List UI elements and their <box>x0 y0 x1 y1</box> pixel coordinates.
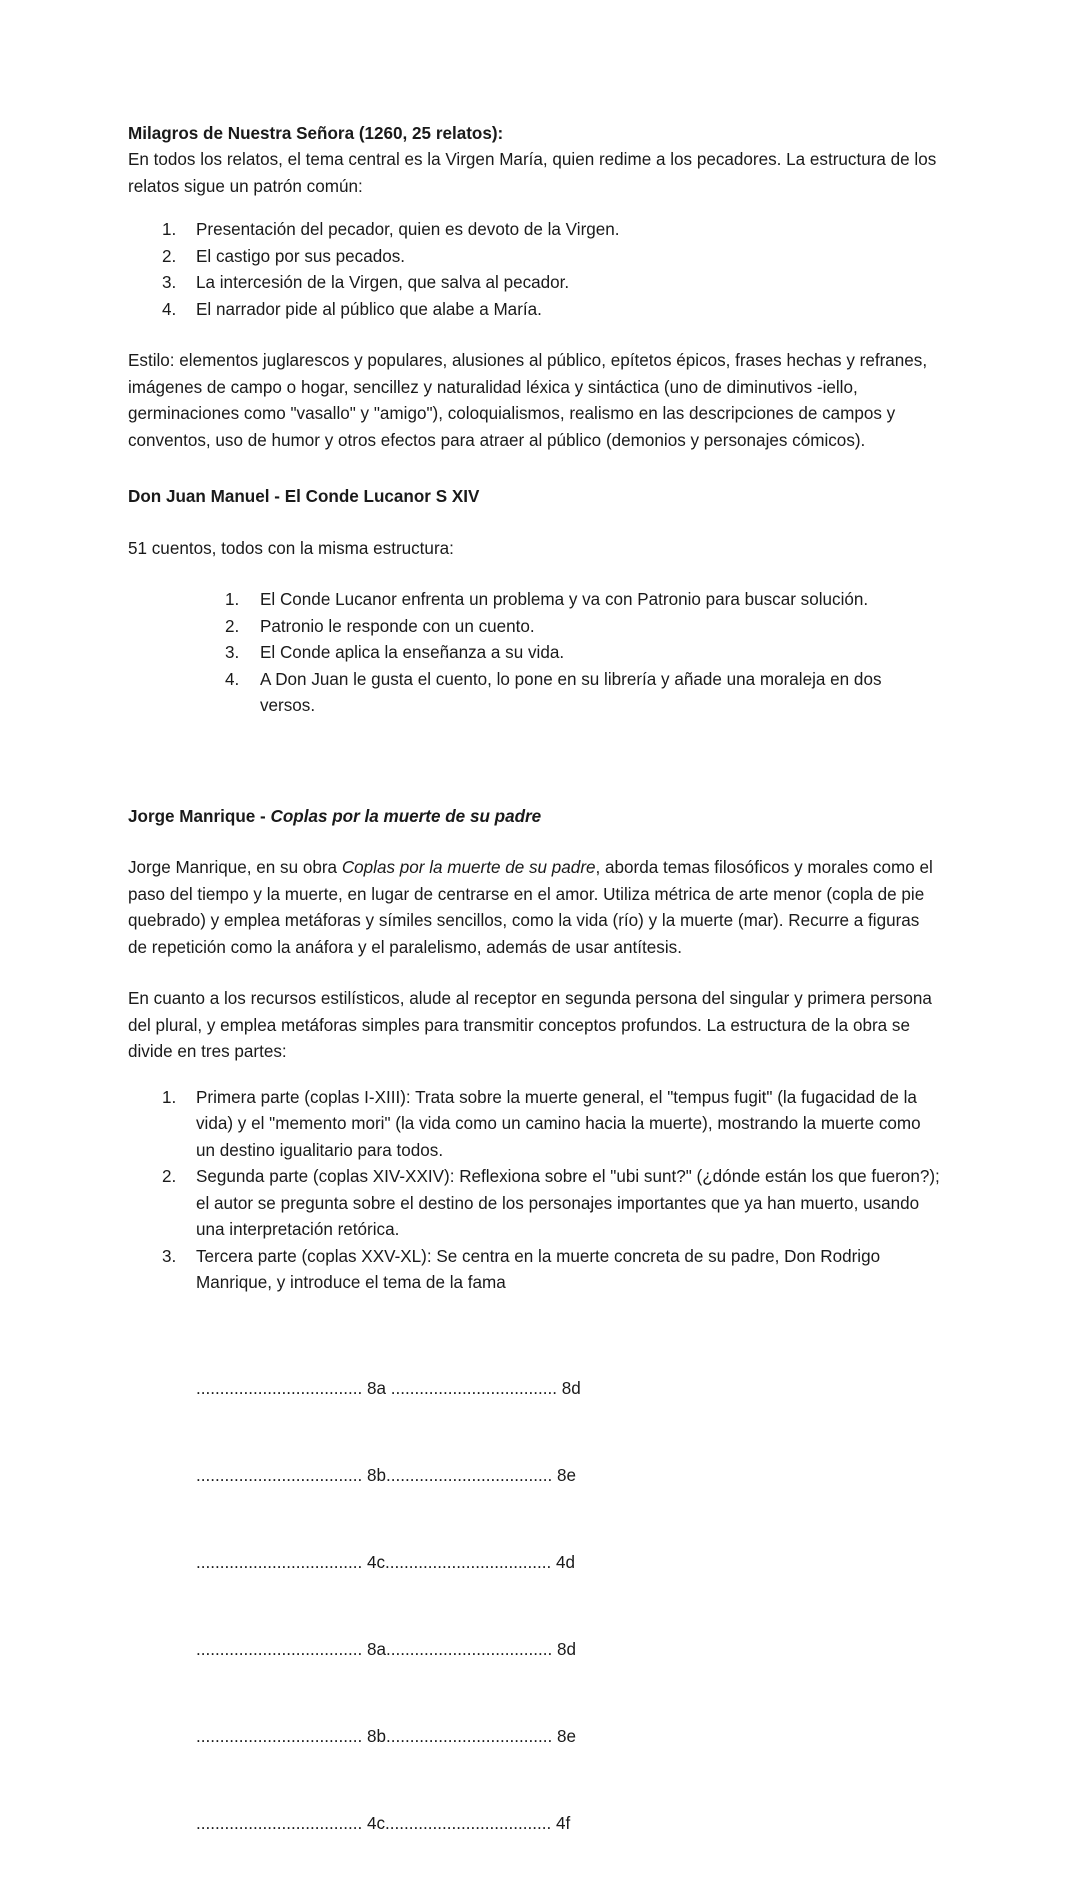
section-heading-conde-lucanor: Don Juan Manuel - El Conde Lucanor S XIV <box>128 487 480 507</box>
list-item <box>128 244 940 270</box>
spacer-large <box>128 720 940 804</box>
list-item <box>128 1085 940 1164</box>
list-item <box>128 217 940 243</box>
metric-scheme-line: ................................... 8a ................................... 8d <box>196 1378 581 1398</box>
list-item-text: La intercesión de la Virgen, que salva al pecador. <box>196 273 570 293</box>
metric-scheme-line: ................................... 8a................................... 8d <box>196 1639 576 1659</box>
list-marker: 1. <box>225 590 240 610</box>
list-item-text: Presentación del pecador, quien es devoto de la Virgen. <box>196 220 620 240</box>
spacer <box>128 1066 940 1085</box>
spacer <box>128 1296 940 1315</box>
heading-work-title: Coplas por la muerte de su padre <box>270 806 542 826</box>
list-item-text: El castigo por sus pecados. <box>196 246 406 266</box>
metric-scheme-block <box>128 1315 940 1896</box>
paragraph-text-part-2: , aborda temas filosóficos y morales como el paso del tiempo y la muerte, en lugar de centrarse en el amor. Utiliza métrica de arte menor (copla de pie quebrado) y emplea metáforas y símiles sencillos, como la vida (río) y la muerte (mar). Recurre a figuras de repetición como la anáfora y el paralelismo, además de usar antítesis. <box>128 858 933 957</box>
metric-scheme-line: ................................... 4c................................... 4f <box>196 1814 571 1834</box>
list-marker: 2. <box>162 246 177 266</box>
list-item <box>128 297 940 323</box>
list-item <box>128 1244 940 1297</box>
spacer <box>128 200 940 217</box>
list-item <box>128 667 940 720</box>
list-item <box>128 587 940 613</box>
spacer <box>128 511 940 536</box>
list-item <box>128 614 940 640</box>
conde-lucanor-list <box>128 587 940 719</box>
list-marker: 4. <box>225 669 240 689</box>
list-marker: 3. <box>162 1246 177 1266</box>
list-item-text: Tercera parte (coplas XXV-XL): Se centra en la muerte concreta de su padre, Don Rodrigo Manrique, y introduce el tema de la fama <box>196 1246 881 1292</box>
paragraph-text-part-1: Jorge Manrique, en su obra <box>128 858 342 878</box>
paragraph-estilo: Estilo: elementos juglarescos y populares, alusiones al público, epítetos épicos, frases hechas y refranes, imágenes de campo o hogar, sencillez y naturalidad léxica y sintáctica (uno de diminutivos -iello, germinaciones como "vasallo" y "amigo"), coloquialismos, realismo en las descripciones de campos y conventos, uso de humor y otros efectos para atraer al público (demonios y personajes cómicos). <box>128 351 928 450</box>
spacer <box>128 830 940 855</box>
spacer <box>128 323 940 348</box>
list-marker: 4. <box>162 299 177 319</box>
section-manrique <box>128 804 940 1896</box>
section-intro-milagros: En todos los relatos, el tema central es la Virgen María, quien redime a los pecadores. La estructura de los relatos sigue un patrón común: <box>128 150 937 196</box>
list-marker: 2. <box>225 616 240 636</box>
paragraph-manrique-1 <box>128 855 940 961</box>
list-marker: 1. <box>162 220 177 240</box>
list-marker: 3. <box>162 273 177 293</box>
manrique-structure-list <box>128 1085 940 1297</box>
list-item <box>128 1164 940 1243</box>
metric-scheme-line: ................................... 8b................................... 8e <box>196 1727 576 1747</box>
spacer <box>128 961 940 986</box>
metric-scheme-line: ................................... 8b................................... 8e <box>196 1465 576 1485</box>
section-intro-conde-lucanor: 51 cuentos, todos con la misma estructura: <box>128 538 454 558</box>
list-item-text: A Don Juan le gusta el cuento, lo pone en su librería y añade una moraleja en dos versos. <box>260 669 882 716</box>
list-marker: 2. <box>162 1167 177 1187</box>
milagros-list <box>128 217 940 323</box>
section-heading-milagros: Milagros de Nuestra Señora (1260, 25 relatos): <box>128 124 504 143</box>
section-milagros <box>128 121 940 454</box>
spacer <box>128 454 940 484</box>
paragraph-manrique-2: En cuanto a los recursos estilísticos, alude al receptor en segunda persona del singular y primera persona del plural, y emplea metáforas simples para transmitir conceptos profundos. La estructura de la obra se divide en tres partes: <box>128 989 932 1062</box>
heading-author: Jorge Manrique - <box>128 806 271 826</box>
list-item-text: Segunda parte (coplas XIV-XXIV): Reflexiona sobre el "ubi sunt?" (¿dónde están los que fueron?); el autor se pregunta sobre el destino de los personajes importantes que ya han muerto, usando una interpretación retórica. <box>196 1167 940 1240</box>
list-item-text: El narrador pide al público que alabe a María. <box>196 299 542 319</box>
list-item-text: Patronio le responde con un cuento. <box>260 616 535 636</box>
list-item <box>128 270 940 296</box>
list-item-text: El Conde Lucanor enfrenta un problema y va con Patronio para buscar solución. <box>260 590 869 610</box>
list-marker: 3. <box>225 643 240 663</box>
inline-work-title: Coplas por la muerte de su padre <box>341 858 596 878</box>
list-item <box>128 640 940 666</box>
document-body <box>128 121 940 1896</box>
section-heading-manrique <box>128 804 940 830</box>
list-marker: 1. <box>162 1087 177 1107</box>
list-item-text: El Conde aplica la enseñanza a su vida. <box>260 643 565 663</box>
metric-scheme-line: ................................... 4c................................... 4d <box>196 1552 576 1572</box>
section-conde-lucanor <box>128 484 940 719</box>
list-item-text: Primera parte (coplas I-XIII): Trata sobre la muerte general, el "tempus fugit" (la fugacidad de la vida) y el "memento mori" (la vida como un camino hacia la muerte), mostrando la muerte como un destino igualitario para todos. <box>196 1087 921 1160</box>
spacer <box>128 562 940 587</box>
